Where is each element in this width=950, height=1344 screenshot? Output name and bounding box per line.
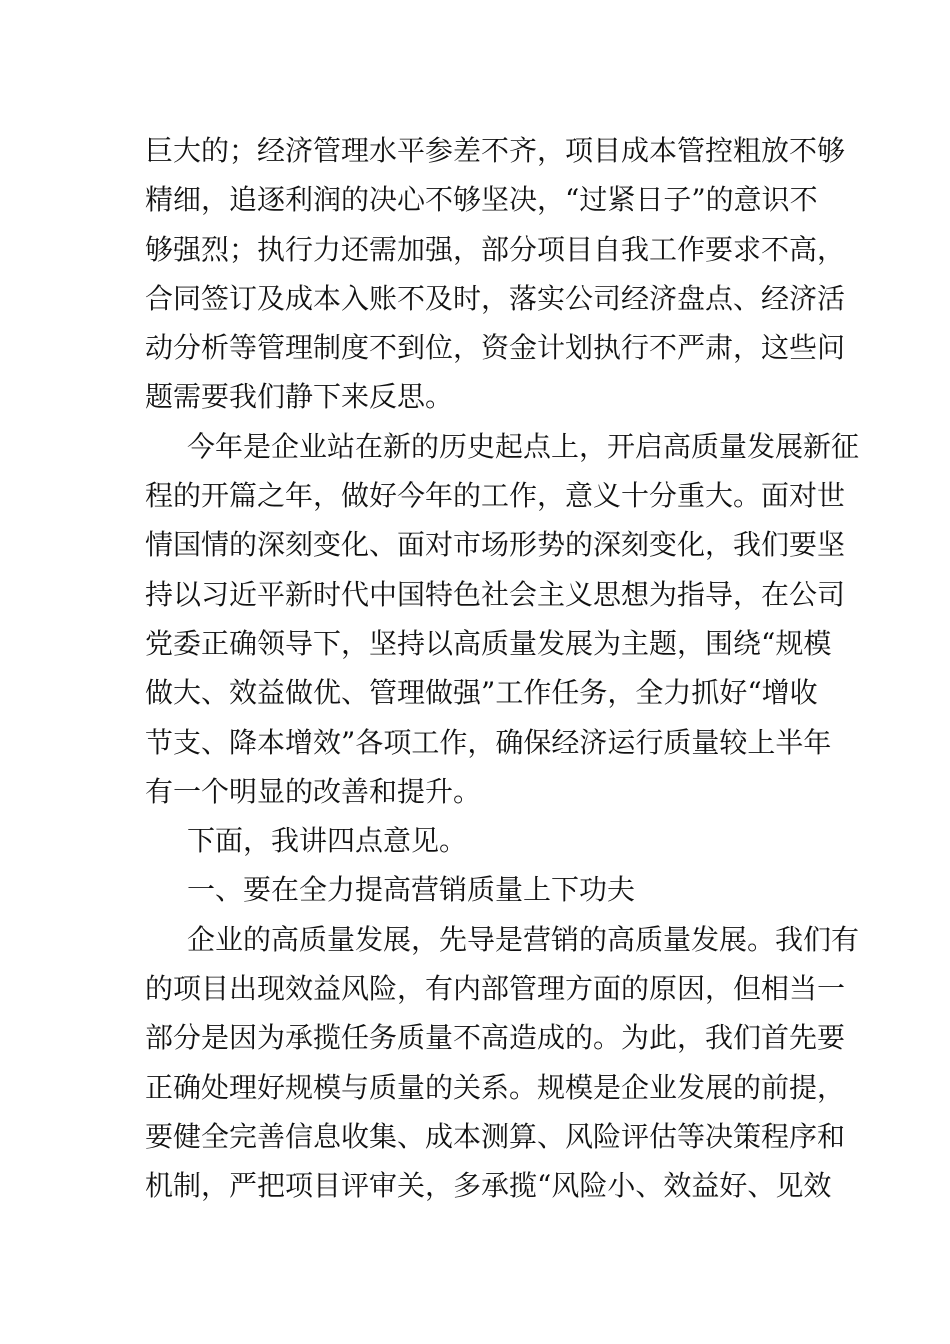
text-line: 动分析等管理制度不到位，资金计划执行不严肃，这些问 (145, 331, 846, 365)
text-line: 机制，严把项目评审关，多承揽“风险小、效益好、见效 (145, 1169, 832, 1203)
text-line: 精细，追逐利润的决心不够坚决，“过紧日子”的意识不 (145, 183, 818, 217)
text-line: 党委正确领导下，坚持以高质量发展为主题，围绕“规模 (145, 626, 832, 660)
text-line: 合同签订及成本入账不及时，落实公司经济盘点、经济活 (145, 281, 846, 315)
text-line: 持以习近平新时代中国特色社会主义思想为指导，在公司 (145, 577, 846, 611)
text-line: 题需要我们静下来反思。 (145, 380, 454, 414)
document-body (145, 126, 860, 1211)
text-line: 有一个明显的改善和提升。 (145, 774, 482, 808)
text-line: 下面，我讲四点意见。 (187, 824, 468, 858)
text-line: 节支、降本增效”各项工作，确保经济运行质量较上半年 (145, 725, 832, 759)
text-line: 的项目出现效益风险，有内部管理方面的原因，但相当一 (145, 972, 846, 1006)
text-line: 程的开篇之年，做好今年的工作，意义十分重大。面对世 (145, 479, 846, 513)
text-line: 今年是企业站在新的历史起点上，开启高质量发展新征 (187, 429, 860, 463)
text-line: 正确处理好规模与质量的关系。规模是企业发展的前提， (145, 1070, 846, 1104)
text-line: 要健全完善信息收集、成本测算、风险评估等决策程序和 (145, 1119, 846, 1153)
text-line: 企业的高质量发展，先导是营销的高质量发展。我们有 (187, 922, 860, 956)
text-line: 部分是因为承揽任务质量不高造成的。为此，我们首先要 (145, 1021, 846, 1055)
text-line: 做大、效益做优、管理做强”工作任务，全力抓好“增收 (145, 676, 818, 710)
section-heading: 一、要在全力提高营销质量上下功夫 (187, 873, 636, 907)
text-line: 够强烈；执行力还需加强，部分项目自我工作要求不高， (145, 232, 846, 266)
text-line: 巨大的；经济管理水平参差不齐，项目成本管控粗放不够 (145, 134, 846, 167)
text-line: 情国情的深刻变化、面对市场形势的深刻变化，我们要坚 (145, 528, 846, 562)
